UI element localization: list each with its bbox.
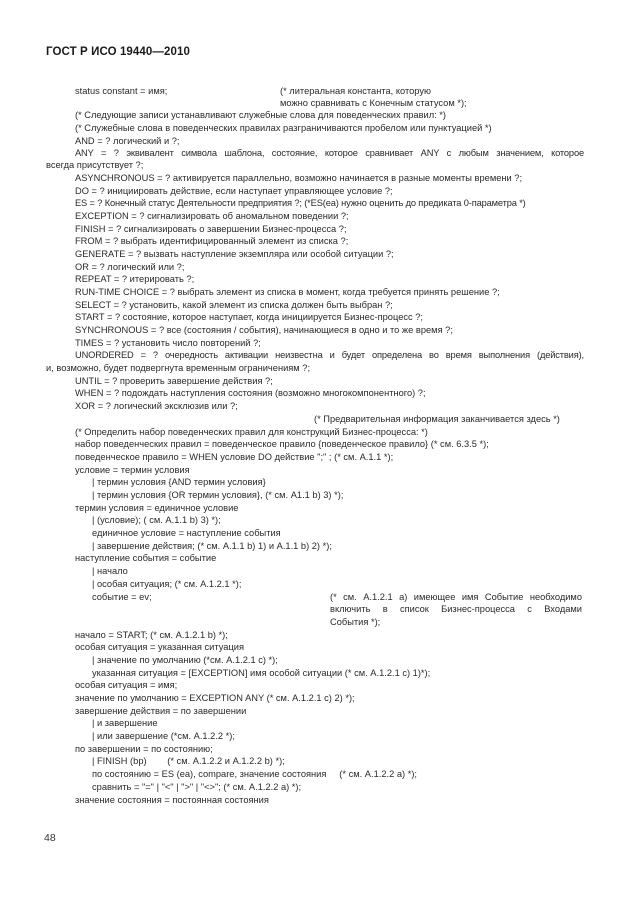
text-line: FINISH = ? сигнализировать о завершении Бизнес-процесса ?;	[75, 224, 347, 234]
text-line: GENERATE = ? вызвать наступление экземпляра или особой ситуации ?;	[75, 249, 394, 259]
text-line: START = ? состояние, которое наступает, когда инициируется Бизнес-процесс ?;	[75, 312, 423, 322]
text-line: (* Следующие записи устанавливают служебные слова для поведенческих правил: *)	[75, 110, 447, 120]
text-line: | или завершение (*см. А.1.2.2 *);	[92, 731, 235, 741]
text-line: по состоянию = ES (ea), compare, значение состояния (* см. А.1.2.2 а) *);	[92, 769, 417, 779]
text-line: и, возможно, будет подвергнута временным ограничениям ?;	[46, 363, 311, 373]
text-line: SYNCHRONOUS = ? все (состояния / события), начинающиеся в одно и то же время ?;	[75, 325, 453, 335]
text-line: ASYNCHRONOUS = ? активируется параллельно, возможно начинается в разные моменты времени ?;	[75, 173, 523, 183]
text-line: набор поведенческих правил = поведенческое правило {поведенческое правило} (* см. 6.3.5 *);	[75, 439, 489, 449]
text-line: | завершение действия; (* см. А.1.1 b) 1) и А.1.1 b) 2) *);	[92, 541, 332, 551]
text-line: События *);	[330, 617, 381, 627]
text-line: RUN-TIME CHOICE = ? выбрать элемент из списка в момент, когда требуется принять решение ?;	[75, 287, 500, 297]
text-line: указанная ситуация = [EXCEPTION] имя особой ситуации (* см. А.1.2.1 с) 1)*);	[92, 668, 431, 678]
text-line: REPEAT = ? итерировать ?;	[75, 274, 195, 284]
text-line: (* Предварительная информация заканчивается здесь *)	[314, 414, 560, 424]
text-line: начало = START; (* см. А.1.2.1 b) *);	[75, 630, 228, 640]
text-line: | особая ситуация; (* см. А.1.2.1 *);	[92, 579, 242, 589]
text-line: | термин условия {OR термин условия}, (* см. А1.1 b) 3) *);	[92, 490, 344, 500]
text-line: сравнить = "=" | "<" | ">" | "<>"; (* см. А.1.2.2 а) *);	[92, 782, 302, 792]
text-line: | FINISH (bp) (* см. А.1.2.2 и А.1.2.2 b) *);	[92, 756, 285, 766]
text-line: всегда присутствует ?;	[46, 160, 144, 170]
text-line: | и завершение	[92, 718, 158, 728]
page-number: 48	[44, 832, 56, 844]
text-line: (* литеральная константа, которую	[280, 86, 431, 96]
text-line: особая ситуация = имя;	[75, 680, 178, 690]
text-line: TIMES = ? установить число повторений ?;	[75, 338, 261, 348]
document-header: ГОСТ Р ИСО 19440—2010	[46, 46, 191, 58]
text-line: status constant = имя;	[75, 86, 168, 96]
text-line: | термин условия {AND термин условия}	[92, 477, 266, 487]
text-line: (* Служебные слова в поведенческих правилах разграничиваются пробелом или пунктуацией *)	[75, 123, 492, 133]
text-line: (* см. А.1.2.1 а) имеющее имя Событие необходимо	[330, 592, 582, 602]
text-line: событие = ev;	[92, 592, 152, 602]
text-line: единичное условие = наступление события	[92, 528, 281, 538]
text-line: включить в список Бизнес-процесса с Входами	[330, 604, 582, 614]
text-line: значение по умолчанию = EXCEPTION ANY (* см. А.1.2.1 с) 2) *);	[75, 693, 355, 703]
text-line: термин условия = единичное условие	[75, 503, 239, 513]
text-line: | значение по умолчанию (*см. А.1.2.1 с) *);	[92, 655, 278, 665]
text-line: наступление события = событие	[75, 553, 217, 563]
text-line: XOR = ? логический эксклюзив или ?;	[75, 401, 238, 411]
text-line: (* Определить набор поведенческих правил для конструкций Бизнес-процесса: *)	[75, 427, 428, 437]
text-line: | (условие); ( см. А.1.1 b) 3) *);	[92, 515, 221, 525]
text-line: особая ситуация = указанная ситуация	[75, 642, 245, 652]
text-line: значение состояния = постоянная состояния	[75, 795, 269, 805]
text-line: по завершении = по состоянию;	[75, 744, 213, 754]
text-line: WHEN = ? подождать наступления состояния (возможно многокомпонентного) ?;	[75, 388, 426, 398]
text-line: ES = ? Конечный статус Деятельности предприятия ?; (*ES(ea) нужно оценить до предиката 0-параметра *)	[75, 198, 526, 208]
text-line: | начало	[92, 566, 128, 576]
text-line: можно сравнивать с Конечным статусом *);	[280, 98, 467, 108]
text-line: завершение действия = по завершении	[75, 706, 247, 716]
text-line: UNTIL = ? проверить завершение действия ?;	[75, 376, 273, 386]
text-line: UNORDERED = ? очередность активации неизвестна и будет определена во время выполнения (действия),	[75, 350, 584, 360]
text-line: поведенческое правило = WHEN условие DO действие ";" ; (* см. А.1.1 *);	[75, 452, 394, 462]
text-line: DO = ? инициировать действие, если наступает управляющее условие ?;	[75, 186, 393, 196]
text-line: FROM = ? выбрать идентифицированный элемент из списка ?;	[75, 236, 349, 246]
text-line: EXCEPTION = ? сигнализировать об аномальном поведении ?;	[75, 211, 349, 221]
text-line: ANY = ? эквивалент символа шаблона, состояние, которое сравнивает ANY с любым значением, которое	[75, 148, 584, 158]
text-line: AND = ? логический и ?;	[75, 136, 180, 146]
text-line: SELECT = ? установить, какой элемент из списка должен быть выбран ?;	[75, 300, 393, 310]
text-line: условие = термин условия	[75, 465, 190, 475]
text-line: OR = ? логический или ?;	[75, 262, 185, 272]
